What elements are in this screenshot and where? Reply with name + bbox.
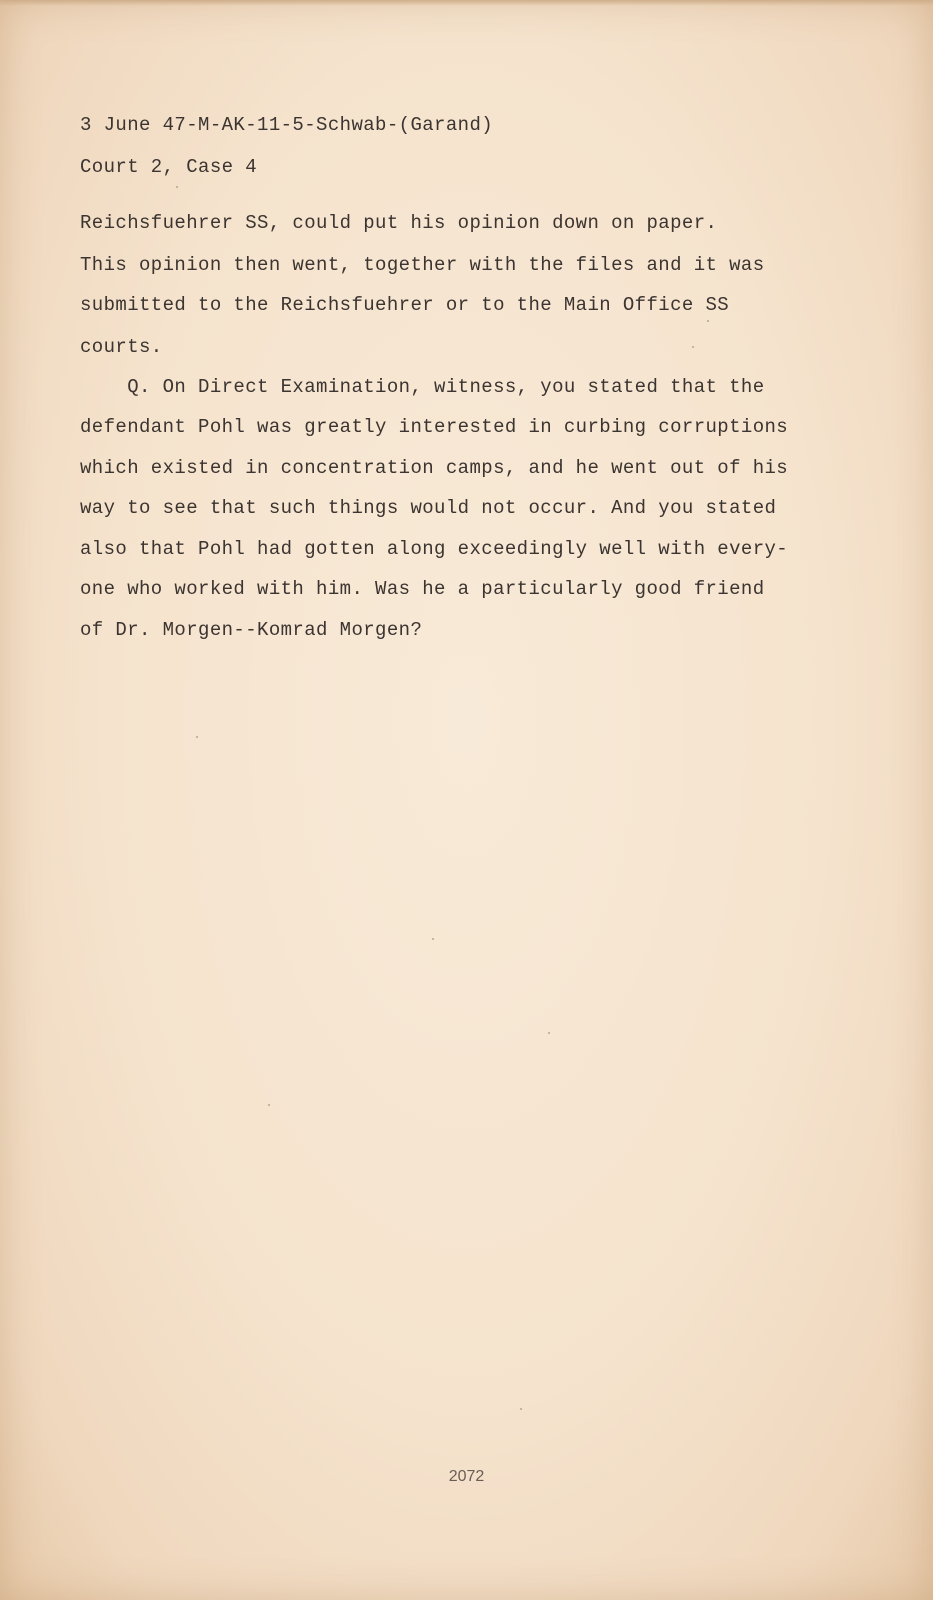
transcript-line: which existed in concentration camps, and he went out of his [80, 457, 789, 479]
transcript-line: defendant Pohl was greatly interested in curbing corruptions [80, 416, 789, 438]
court-case-header: Court 2, Case 4 [80, 156, 258, 178]
transcript-line: also that Pohl had gotten along exceedingly well with every- [80, 538, 789, 560]
transcript-line: courts. [80, 336, 163, 358]
session-header: 3 June 47-M-AK-11-5-Schwab-(Garand) [80, 114, 494, 136]
transcript-line: This opinion then went, together with the files and it was [80, 254, 765, 276]
transcript-line: of Dr. Morgen--Komrad Morgen? [80, 619, 423, 641]
paper-speck [432, 938, 434, 940]
paper-speck [176, 186, 178, 188]
transcript-line: submitted to the Reichsfuehrer or to the Main Office SS [80, 294, 730, 316]
paper-speck [520, 1408, 522, 1410]
paper-edge [0, 0, 933, 6]
transcript-line: Reichsfuehrer SS, could put his opinion down on paper. [80, 212, 718, 234]
paper-speck [692, 346, 694, 348]
transcript-line: way to see that such things would not occur. And you stated [80, 497, 777, 519]
paper-speck [268, 1104, 270, 1106]
paper-speck [196, 736, 198, 738]
transcript-line: one who worked with him. Was he a particularly good friend [80, 578, 765, 600]
transcript-line: Q. On Direct Examination, witness, you stated that the [80, 376, 765, 398]
paper-speck [548, 1032, 550, 1034]
page-number: 2072 [448, 1468, 485, 1485]
paper-speck [707, 320, 709, 322]
